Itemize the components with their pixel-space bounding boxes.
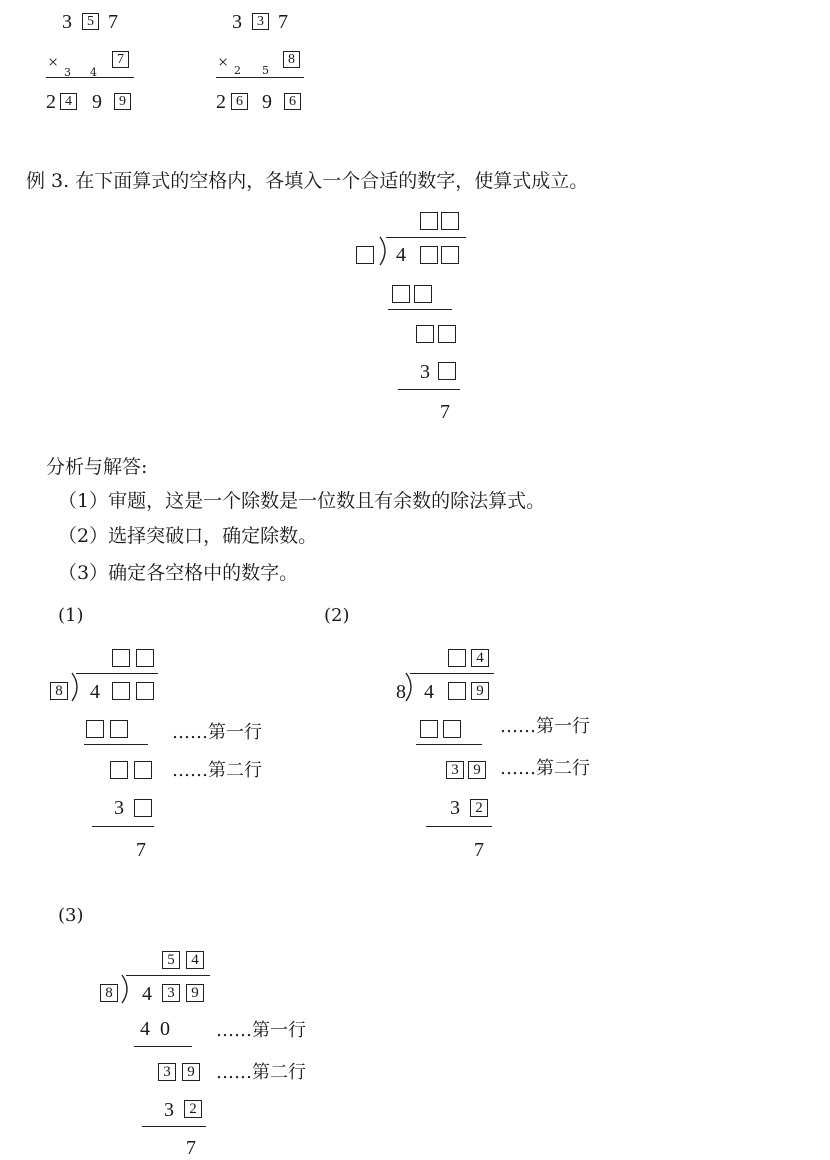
rule xyxy=(84,744,148,745)
vinculum xyxy=(386,237,466,238)
division-bracket xyxy=(70,672,84,702)
partial-digit: 3 xyxy=(164,1099,174,1121)
dividend-digit: 4 xyxy=(142,983,152,1005)
answer-box: 9 xyxy=(186,984,204,1002)
blank-box xyxy=(438,325,456,343)
digit: 3 xyxy=(232,11,242,33)
partial-digit: 3 xyxy=(450,797,460,819)
division-bracket xyxy=(404,672,418,702)
step2-label: (2) xyxy=(324,605,350,626)
blank-box xyxy=(112,682,130,700)
remainder: 7 xyxy=(186,1137,196,1159)
answer-box: 8 xyxy=(50,682,68,700)
answer-box: 3 xyxy=(446,761,464,779)
answer-box: 4 xyxy=(186,951,204,969)
analysis-step: （3）确定各空格中的数字。 xyxy=(58,562,299,584)
answer-box: 9 xyxy=(471,682,489,700)
divisor: 8 xyxy=(396,681,406,703)
step3-label: (3) xyxy=(58,905,84,926)
subscript: 2 xyxy=(234,64,241,77)
analysis-step: （1）审题，这是一个除数是一位数且有余数的除法算式。 xyxy=(58,490,546,512)
answer-box: 7 xyxy=(112,51,129,68)
rule xyxy=(92,826,154,827)
division-bracket xyxy=(120,974,134,1004)
analysis-step: （2）选择突破口，确定除数。 xyxy=(58,525,318,547)
row1-digits: 4 0 xyxy=(140,1018,170,1040)
subscript: 4 xyxy=(90,66,97,79)
row-note: ……第二行 xyxy=(216,1062,306,1083)
remainder: 7 xyxy=(136,839,146,861)
vinculum xyxy=(126,975,210,976)
blank-box xyxy=(136,649,154,667)
blank-box xyxy=(356,246,374,264)
times-sign: × xyxy=(218,52,229,72)
blank-box xyxy=(443,720,461,738)
answer-box: 8 xyxy=(100,984,118,1002)
blank-box xyxy=(134,761,152,779)
vinculum xyxy=(410,673,494,674)
rule xyxy=(142,1126,206,1127)
answer-box: 3 xyxy=(252,13,269,30)
step1-label: (1) xyxy=(58,605,84,626)
digit: 9 xyxy=(262,91,272,113)
rule xyxy=(398,389,460,390)
blank-box xyxy=(110,761,128,779)
blank-box xyxy=(112,649,130,667)
rule xyxy=(216,77,304,78)
division-bracket xyxy=(378,236,392,266)
row-note: ……第二行 xyxy=(172,760,262,781)
blank-box xyxy=(110,720,128,738)
remainder: 7 xyxy=(440,401,450,423)
rule xyxy=(134,1046,192,1047)
answer-box: 6 xyxy=(284,93,301,110)
answer-box: 4 xyxy=(60,93,77,110)
digit: 7 xyxy=(108,11,118,33)
partial-digit: 3 xyxy=(420,361,430,383)
row-note: ……第一行 xyxy=(500,716,590,737)
blank-box xyxy=(438,362,456,380)
digit: 3 xyxy=(62,11,72,33)
answer-box: 3 xyxy=(162,984,180,1002)
blank-box xyxy=(420,212,438,230)
answer-box: 5 xyxy=(82,13,99,30)
example3-title: 例 3. 在下面算式的空格内，各填入一个合适的数字，使算式成立。 xyxy=(26,170,589,192)
rule xyxy=(426,826,492,827)
blank-box xyxy=(392,285,410,303)
answer-box: 9 xyxy=(182,1063,200,1081)
blank-box xyxy=(136,682,154,700)
digit: 2 xyxy=(46,91,56,113)
row-note: ……第一行 xyxy=(172,722,262,743)
dividend-digit: 4 xyxy=(424,681,434,703)
answer-box: 6 xyxy=(231,93,248,110)
answer-box: 2 xyxy=(470,799,488,817)
blank-box xyxy=(420,720,438,738)
rule xyxy=(416,744,482,745)
blank-box xyxy=(416,325,434,343)
dividend-digit: 4 xyxy=(90,681,100,703)
digit: 9 xyxy=(92,91,102,113)
analysis-heading: 分析与解答: xyxy=(46,456,148,478)
digit: 7 xyxy=(278,11,288,33)
blank-box xyxy=(441,246,459,264)
blank-box xyxy=(86,720,104,738)
answer-box: 2 xyxy=(184,1100,202,1118)
digit: 2 xyxy=(216,91,226,113)
blank-box xyxy=(441,212,459,230)
answer-box: 3 xyxy=(158,1063,176,1081)
remainder: 7 xyxy=(474,839,484,861)
answer-box: 4 xyxy=(471,649,489,667)
subscript: 5 xyxy=(262,64,269,77)
rule xyxy=(46,77,134,78)
subscript: 3 xyxy=(64,66,71,79)
blank-box xyxy=(420,246,438,264)
answer-box: 5 xyxy=(162,951,180,969)
row-note: ……第二行 xyxy=(500,758,590,779)
answer-box: 9 xyxy=(114,93,131,110)
blank-box xyxy=(134,799,152,817)
blank-box xyxy=(414,285,432,303)
times-sign: × xyxy=(48,52,59,72)
blank-box xyxy=(448,682,466,700)
rule xyxy=(388,309,452,310)
vinculum xyxy=(76,673,158,674)
blank-box xyxy=(448,649,466,667)
row-note: ……第一行 xyxy=(216,1020,306,1041)
partial-digit: 3 xyxy=(114,797,124,819)
dividend-digit: 4 xyxy=(396,244,406,266)
answer-box: 9 xyxy=(468,761,486,779)
answer-box: 8 xyxy=(283,51,300,68)
